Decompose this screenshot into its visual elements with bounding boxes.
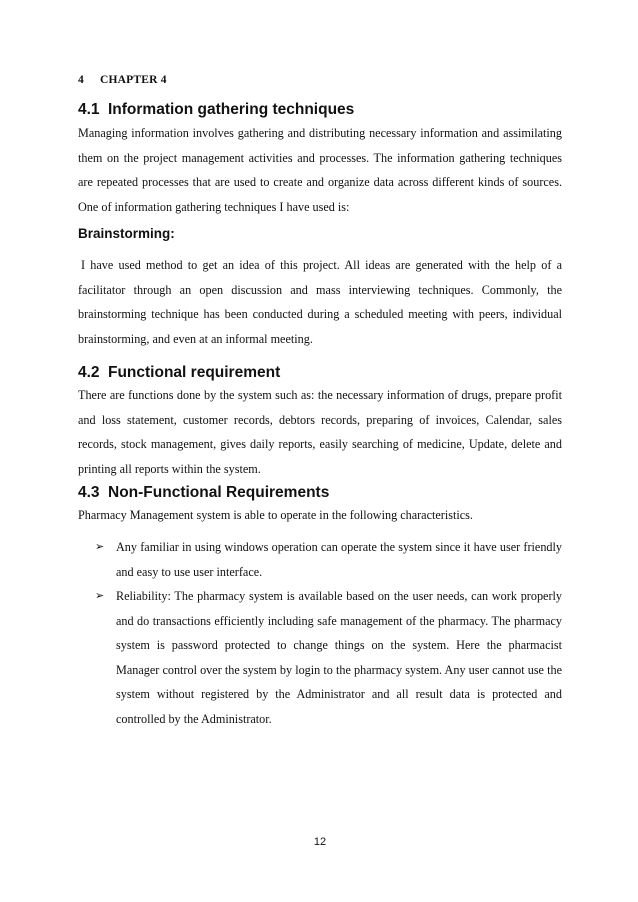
section-4-2-title: Functional requirement <box>108 364 281 381</box>
list-item-text: Reliability: The pharmacy system is available based on the user needs, can work properly and do transactions efficiently including safe management of the pharmacy. The pharmacy system is password protected to change things on the system. Here the pharmacist Manager control over the system by login to the pharmacy system. Any user cannot use the system without registered by the Administrator and all result data is protected and controlled by the Administrator. <box>116 589 562 726</box>
chapter-title: CHAPTER 4 <box>100 74 167 86</box>
brainstorming-body: I have used method to get an idea of this project. All ideas are generated with the help of a facilitator through an open discussion and mass interviewing techniques. Commonly, the brainstorming technique has been conducted during a scheduled meeting with peers, individual brainstorming, and even at an informal meeting. <box>78 258 562 346</box>
brainstorming-heading: Brainstorming: <box>78 226 175 241</box>
section-4-1-number: 4.1 <box>78 101 100 118</box>
list-item <box>95 535 562 584</box>
section-4-1-heading <box>78 101 354 119</box>
non-functional-list <box>95 535 562 731</box>
section-4-2-heading <box>78 364 280 382</box>
section-4-2-number: 4.2 <box>78 364 100 381</box>
section-4-3-intro: Pharmacy Management system is able to operate in the following characteristics. <box>78 508 473 522</box>
section-4-3-heading <box>78 484 329 502</box>
section-4-1-body: Managing information involves gathering and distributing necessary information and assimilating them on the project management activities and processes. The information gathering techniques are repeated processes that are used to create and organize data across different kinds of sources. One of information gathering techniques I have used is: <box>78 126 562 214</box>
arrow-bullet-icon: ➢ <box>95 540 105 553</box>
chapter-number: 4 <box>78 74 84 86</box>
chapter-heading <box>78 74 167 86</box>
section-4-3-number: 4.3 <box>78 484 100 501</box>
list-item-text: Any familiar in using windows operation can operate the system since it have user friendly and easy to use user interface. <box>116 540 562 579</box>
arrow-bullet-icon: ➢ <box>95 589 105 602</box>
list-item <box>95 584 562 731</box>
section-4-2-body: There are functions done by the system such as: the necessary information of drugs, prepare profit and loss statement, customer records, debtors records, preparing of invoices, Calendar, sales records, stock management, gives daily reports, easily searching of medicine, Update, delete and printing all reports within the system. <box>78 388 562 476</box>
section-4-1-title: Information gathering techniques <box>108 101 355 118</box>
page-number: 12 <box>313 836 327 848</box>
section-4-3-title: Non-Functional Requirements <box>108 484 330 501</box>
